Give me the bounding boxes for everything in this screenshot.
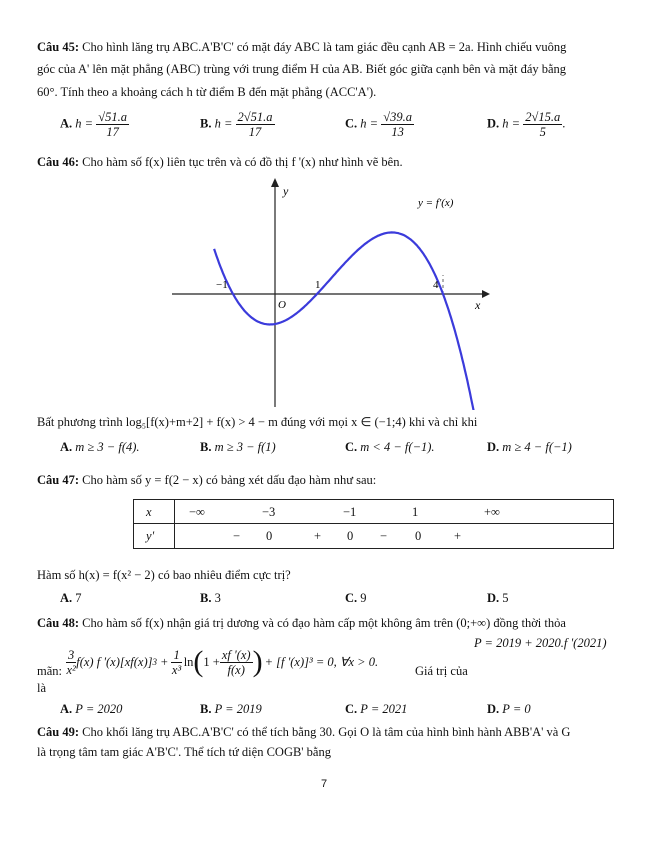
option-letter: D.: [487, 702, 500, 716]
x-axis-arrow: [482, 290, 490, 298]
y-axis-label: y: [283, 184, 289, 198]
q48-gia-tri: Giá trị của: [415, 664, 468, 678]
table-sign: 0: [266, 529, 273, 543]
option-letter: C.: [345, 702, 358, 716]
option-fraction: $\frac{2√15.a}{5}$: [525, 110, 561, 139]
option-letter: C.: [345, 440, 358, 454]
q47-text: Cho hàm số y = f(2 − x) có bảng xét dấu đạo hàm như sau:: [82, 473, 377, 487]
option-letter: A.: [60, 591, 73, 605]
q48-option-c[interactable]: [345, 702, 407, 717]
q47-option-b[interactable]: [200, 591, 221, 606]
q47-line1: [37, 473, 376, 488]
option-fraction: $\frac{2√51.a}{17}$: [237, 110, 273, 139]
table-sign: +: [314, 529, 322, 543]
q45-text-1: Cho hình lăng trụ ABC.A'B'C' có mặt đáy ABC là tam giác đều cạnh AB = 2a. Hình chiếu vuông: [82, 40, 567, 54]
q49-text: Cho khối lăng trụ ABC.A'B'C' có thể tích bằng 30. Gọi O là tâm của hình bình hành ABB'A' và G: [82, 725, 571, 739]
q46-condition: Bất phương trình log₅[f(x)+m+2] + f(x) > 4 − m đúng với mọi x ∈ (−1;4) khi và chỉ khi: [37, 415, 478, 429]
q46-text: Cho hàm số f(x) liên tục trên và có đồ thị f '(x) như hình vẽ bên.: [82, 155, 403, 169]
option-text: 9: [360, 591, 367, 605]
option-text: 5: [502, 591, 509, 605]
q46-option-b[interactable]: [200, 440, 276, 455]
q45-line2: góc của A' lên mặt phẳng (ABC) trùng với trung điểm H của AB. Biết góc giữa cạnh bên và mặt đáy bằng: [37, 62, 567, 76]
table-sign: −: [233, 529, 241, 543]
tick-label-4: 4: [433, 279, 439, 291]
option-text: P = 2020: [75, 702, 123, 716]
option-lhs: h =: [75, 116, 94, 131]
q49-line2: là trọng tâm tam giác A'B'C'. Thể tích tứ diện COGB' bằng: [37, 745, 331, 759]
table-sign: 0: [415, 529, 422, 543]
table-head-x: x: [146, 505, 152, 519]
table-x-value: −∞: [189, 505, 205, 519]
q47-option-d[interactable]: [487, 591, 509, 606]
option-letter: C.: [345, 116, 358, 131]
option-lhs: h =: [360, 116, 379, 131]
option-letter: A.: [60, 702, 73, 716]
table-col-divider: [174, 500, 175, 548]
q48-text: Cho hàm số f(x) nhận giá trị dương và có đạo hàm cấp một không âm trên (0;+∞) đồng thời thỏa: [82, 616, 566, 630]
q48-option-d[interactable]: [487, 702, 531, 717]
eq-frac-1-x3: $\frac{1}{\text{x³}}$: [171, 647, 182, 677]
q45-option-c[interactable]: [345, 110, 414, 139]
eq-ln: ln: [183, 654, 194, 669]
q46-option-c[interactable]: [345, 440, 435, 455]
y-axis-arrow: [271, 178, 279, 187]
table-x-value: 1: [412, 505, 419, 519]
sign-table: [133, 499, 614, 549]
q49-label: Câu 49:: [37, 725, 80, 739]
option-lhs: h =: [502, 116, 521, 131]
q45-label: Câu 45:: [37, 40, 80, 54]
table-row-divider: [134, 523, 613, 524]
x-axis-label: x: [475, 298, 481, 312]
eq-frac-inner: $\frac{xf '(x)}{f(x)}$: [221, 647, 251, 677]
option-letter: D.: [487, 440, 500, 454]
option-text: P = 0: [502, 702, 531, 716]
q48-option-b[interactable]: [200, 702, 262, 717]
q46-label: Câu 46:: [37, 155, 80, 169]
option-text: P = 2021: [360, 702, 408, 716]
table-sign: 0: [347, 529, 354, 543]
eq-frac-3-x2: $\frac{3}{\text{x²}}$: [66, 647, 76, 677]
q49-line1: [37, 725, 570, 740]
q46-line1: [37, 155, 403, 170]
option-letter: A.: [60, 440, 73, 454]
derivative-curve: [214, 232, 479, 410]
option-fraction: $\frac{√51.a}{17}$: [98, 110, 127, 139]
q48-p-expression: P = 2019 + 2020.f '(2021): [474, 636, 607, 650]
q47-question: Hàm số h(x) = f(x² − 2) có bao nhiêu điểm cực trị?: [37, 568, 291, 582]
q46-option-d[interactable]: [487, 440, 572, 455]
tick-label-1: 1: [315, 279, 321, 291]
tick-label-neg1: −1: [216, 279, 228, 291]
q48-option-a[interactable]: [60, 702, 122, 717]
table-head-y: y': [146, 529, 155, 543]
option-text: 3: [214, 591, 221, 605]
q45-line3: 60°. Tính theo a khoảng cách h từ điểm B đến mặt phẳng (ACC'A').: [37, 85, 377, 99]
option-letter: C.: [345, 591, 358, 605]
q45-option-b[interactable]: [200, 110, 275, 139]
option-letter: B.: [200, 116, 212, 131]
table-x-value: −3: [262, 505, 276, 519]
q48-equation: $\frac{3}{\text{x²}}$ f(x) f '(x)[xf(x)] 3 + $\frac{1}{\text{x³}}$ ln ( 1 + $\frac{xf '(x)}{f(x)}$ ) + [f '(x)]³ = 0, ∀x > 0.: [66, 645, 379, 678]
table-sign: −: [380, 529, 388, 543]
table-sign: +: [454, 529, 462, 543]
option-text: m < 4 − f(−1).: [360, 440, 435, 454]
table-x-value: −1: [343, 505, 357, 519]
option-letter: D.: [487, 591, 500, 605]
q46-option-a[interactable]: [60, 440, 140, 455]
table-x-value: +∞: [484, 505, 500, 519]
origin-label: O: [278, 299, 286, 311]
derivative-graph: [150, 175, 490, 410]
q45-option-a[interactable]: [60, 110, 129, 139]
page-number: 7: [321, 778, 328, 790]
q47-option-a[interactable]: [60, 591, 82, 606]
eq-tail: + [f '(x)]³ = 0, ∀x > 0.: [264, 655, 379, 669]
q45-line1: [37, 40, 566, 55]
q45-option-d[interactable]: D. h = $\frac{2√15.a}{5}$ .: [487, 110, 566, 139]
q48-man-label: mãn:: [37, 664, 62, 678]
q48-line1: [37, 616, 566, 631]
option-letter: D.: [487, 116, 500, 131]
eq-mid: f(x) f '(x)[xf(x)]: [76, 654, 153, 669]
option-text: m ≥ 3 − f(1): [214, 440, 276, 454]
curve-label: y = f'(x): [418, 197, 454, 209]
option-text: P = 2019: [214, 702, 262, 716]
option-letter: B.: [200, 591, 212, 605]
option-letter: A.: [60, 116, 73, 131]
option-text: 7: [75, 591, 82, 605]
option-letter: B.: [200, 440, 212, 454]
option-letter: B.: [200, 702, 212, 716]
option-lhs: h =: [214, 116, 233, 131]
q48-la: là: [37, 681, 47, 695]
q47-option-c[interactable]: [345, 591, 367, 606]
option-fraction: $\frac{√39.a}{13}$: [383, 110, 412, 139]
q47-label: Câu 47:: [37, 473, 80, 487]
option-text: m ≥ 3 − f(4).: [75, 440, 140, 454]
q48-label: Câu 48:: [37, 616, 80, 630]
option-text: m ≥ 4 − f(−1): [502, 440, 572, 454]
